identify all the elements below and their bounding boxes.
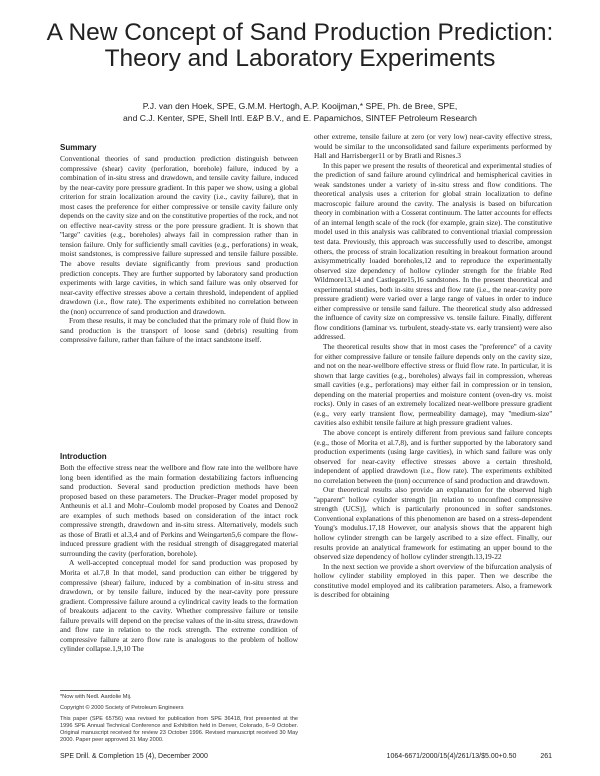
body-paragraph: In this paper we present the results of theoretical and experimental studies of the prediction of sand failure around cylindrical and hemispherical cavities in weak sandstones under a variety of in-situ stress and flow conditions. The theoretical analysis uses a criterion for global strain localization to define macroscopic failure around the cavity. The analysis is based on bifurcation theory in combination with a Cosserat continuum. The latter accounts for effects of an internal length scale of the rock (for example, grain size). The constitutive model used in this analysis was calibrated to conventional triaxial compression test data. Previously, this approach was successfully used to describe, amongst others, the process of strain localization resulting in breakout formation around axisymmetrically loaded boreholes,12 and to reproduce the experimentally observed size dependency of hollow cylinder strength for the friable Red Wildmore13,14 and Castlegate15,16 sandstones. In the present theoretical and experimental studies, both in-situ stress and flow rate (i.e., the near-cavity pore pressure gradient) were varied over a large range of values in order to induce either compressive or tensile sand failure. The theoretical study also addressed the influence of cavity size on compressive vs. tensile failure. Finally, different flow conditions (laminar vs. turbulent, steady-state vs. early transient) were also addressed. [314,160,552,342]
introduction-section [60,452,298,654]
footnote: *Now with Nedl. Aardolie Mij. [60,694,132,700]
summary-heading: Summary [60,143,97,152]
author-line-2: and C.J. Kenter, SPE, Shell Intl. E&P B.V., and E. Papamichos, SINTEF Petroleum Research [123,113,477,123]
author-block [40,100,560,124]
body-paragraph: In the next section we provide a short overview of the bifurcation analysis of hollow cylinder stability employed in this paper. Then we describe the constitutive model employed and its calibration parameters. Also, a framework is described for obtaining [314,561,552,600]
footnote: This paper (SPE 65756) was revised for publication from SPE 36418, first presented at the 1996 SPE Annual Technical Conference and Exhibition held in Denver, Colorado, 6–9 October. Original manuscript received for review 23 October 1996. Revised manuscript received 30 May 2000. Paper peer approved 31 May 2000. [60,716,298,743]
author-line-1: P.J. van den Hoek, SPE, G.M.M. Hertogh, A.P. Kooijman,* SPE, Ph. de Bree, SPE, [142,101,458,111]
footnote: Copyright © 2000 Society of Petroleum Engineers [60,705,184,711]
introduction-heading: Introduction [60,452,107,461]
footnotes [60,694,298,748]
journal-citation: SPE Drill. & Completion 15 (4), December 2000 [60,753,208,760]
summary-section [60,143,298,345]
paper-title: A New Concept of Sand Production Prediction: Theory and Laboratory Experiments [46,19,554,72]
introduction-paragraph: Both the effective stress near the wellbore and flow rate into the wellbore have long been identified as the main formation destabilizing factors influencing sand production. Several sand production prediction methods have been proposed based on these parameters. The Drucker–Prager model proposed by Antheunis et al.1 and Mohr–Coulomb model proposed by Coates and Denoo2 are examples of such methods based on consideration of the intact rock compressive strength, drawdown and in-situ stress. Alternatively, models such as those of Bratli et al.3,4 and of Perkins and Weingarten5,6 compare the flow-induced pressure gradient with the residual strength of disaggregated material surrounding the cavity (perforation, borehole). [60,463,298,558]
introduction-paragraph: A well-accepted conceptual model for sand production was proposed by Morita et al.7,8 In that model, sand production can either be triggered by compressive (shear) failure, induced by a combination of in-situ stress and drawdown, or by tensile failure, induced by the near-cavity pore pressure gradient. Compressive failure around a cylindrical cavity leads to the formation of breakouts adjacent to the cavity. Whether compressive failure or tensile failure prevails will depend on the precise values of the in-situ stress, drawdown and flow rate in relation to the rock strength. The extreme condition of compressive failure at zero flow rate is analogous to the problem of hollow cylinder collapse.1,9,10 The [60,558,298,654]
body-paragraph: Our theoretical results also provide an explanation for the observed high ''apparent'' hollow cylinder strength [in relation to unconfined compressive strength (UCS)], which is particularly pronounced in softer sandstones. Conventional explanations of this phenomenon are based on a stress-dependent Young's modulus.17,18 However, our analysis shows that the apparent high hollow cylinder strength can be largely ascribed to a size effect. Finally, our results provide an analytical framework for estimating an upper bound to the observed size dependency of hollow cylinder strength.13,19-22 [314,485,552,562]
summary-paragraph: From these results, it may be concluded that the primary role of fluid flow in sand production is the transport of loose sand (debris) resulting from compressive failure, rather than failure of the intact sandstone itself. [60,316,298,345]
article-code: 1064-6671/2000/15(4)/261/13/$5.00+0.50 [386,753,517,760]
page-number: 261 [540,753,552,760]
body-paragraph: The above concept is entirely different from previous sand failure concepts (e.g., those of Morita et al.7,8), and is further supported by the laboratory sand production experiments (using large cavities), in which sand failure was only observed for near-cavity effective stresses above a certain threshold, independent of applied drawdown (i.e., flow rate). The experiments exhibited no correlation between the (non) occurrence of sand production and drawdown. [314,427,552,485]
right-column [314,132,552,600]
summary-paragraph: Conventional theories of sand production prediction distinguish between compressive (shear) cavity (perforation, borehole) failure, induced by a combination of in-situ stress and drawdown, and tensile cavity failure, induced by the near-cavity pore pressure gradient. In this paper we show, using a global criterion for strain localization around the cavity (i.e., cavity failure), that in most cases the preference for either compressive or tensile cavity failure only depends on the cavity size and on the constitutive properties of the rock, and not on effective near-cavity stress or the pore pressure gradient. It is shown that ''large'' cavities (e.g., boreholes) always fail in compression rather than in tension failure. Only for sufficiently small cavities (e.g., perforations) in weak, moist sandstones, is compressive failure supressed and tensile failure possible. The above results deviate significantly from previous sand production prediction concepts. They are further supported by laboratory sand production experiments with large cavities, in which sand failure was only observed for near-cavity effective stresses above a certain threshold, independent of applied drawdown (i.e., flow rate). The experiments exhibited no correlation between the (non) occurrence of sand production and drawdown. [60,154,298,316]
footer-right [365,753,552,760]
body-paragraph: other extreme, tensile failure at zero (or very low) near-cavity effective stress, would be similar to the unconsolidated sand failure experiments performed by Hall and Harrisberger11 or by Bratli and Risnes.3 [314,132,552,161]
body-paragraph: The theoretical results show that in most cases the ''preference'' of a cavity for either compressive failure or tensile failure depends only on the cavity size, and not on the near-wellbore effective stress or fluid flow rate. In particular, it is shown that large cavities (e.g., boreholes) always fail in compression, whereas small cavities (e.g., perforations) may either fail in compression or in tension, depending on the material properties and moisture content (oven-dry vs. moist rocks). Only in cases of an extremely localized near-wellbore pressure gradient (e.g., very early transient flow, permeability damage), may ''medium-size'' cavities also exhibit tensile failure at high pressure gradient values. [314,342,552,428]
footnote-rule [60,690,120,691]
